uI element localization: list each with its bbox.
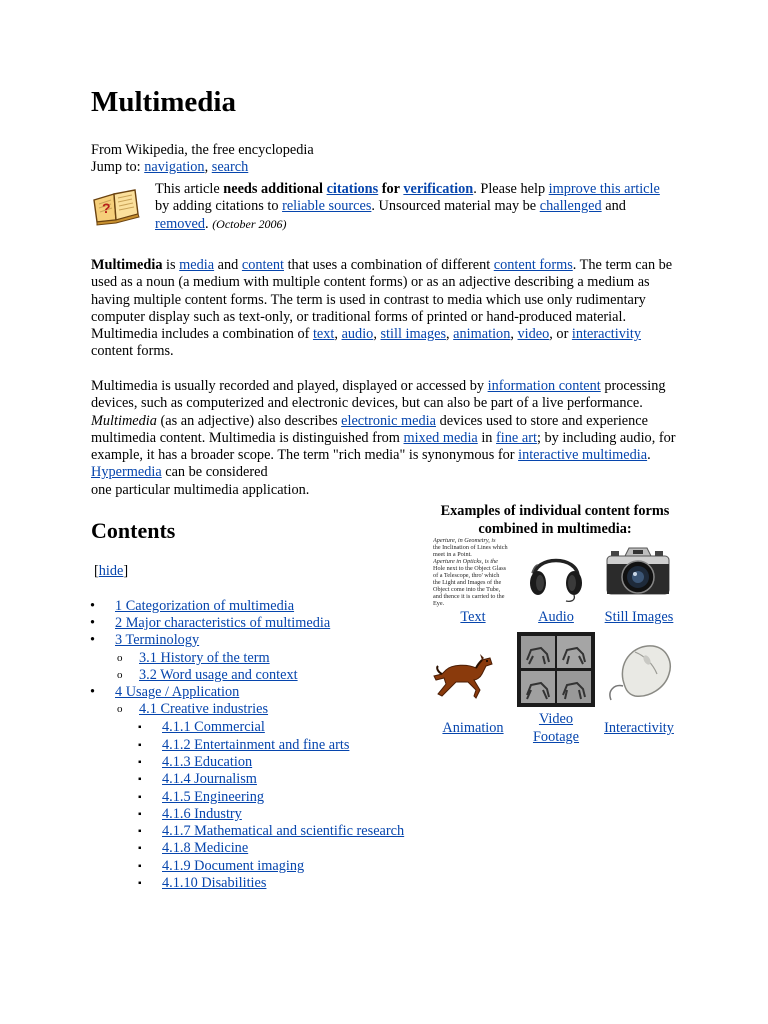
toc-item[interactable] (90, 632, 200, 649)
citations-link[interactable]: citations (326, 181, 379, 197)
computer-mouse-icon (605, 640, 675, 708)
toc-bullet: ▪ (138, 740, 142, 751)
text-sample-line: Hole next to the Object Glass (433, 565, 507, 572)
toc-item[interactable] (138, 806, 242, 823)
toc-item[interactable] (90, 598, 295, 615)
toc-item[interactable] (138, 771, 257, 788)
jump-to-line (91, 159, 248, 176)
gallery-animation-label[interactable]: Animation (442, 720, 504, 736)
usage-text-7: . (647, 447, 651, 464)
reliable-sources-link[interactable]: reliable sources (282, 198, 372, 215)
text-sample-line: and thence it is carried to the (433, 593, 505, 600)
usage-text-9: one particular multimedia application. (91, 481, 310, 498)
toc-item[interactable] (138, 858, 305, 875)
text-sample-line: the Inclination of Lines which (433, 544, 508, 551)
gallery-still-images-label[interactable]: Still Images (604, 609, 674, 625)
improve-article-link[interactable]: improve this article (548, 181, 660, 197)
toc-item[interactable] (138, 719, 265, 736)
notice-for: for (378, 181, 404, 197)
toc-link[interactable]: 4.1.1 Commercial (162, 719, 265, 735)
hide-bracket-open: [ (94, 563, 99, 579)
interactivity-link[interactable]: interactivity (571, 326, 641, 343)
toc-item[interactable] (138, 823, 405, 840)
toc-item[interactable] (117, 667, 298, 684)
video-label-line1: Video (538, 711, 574, 727)
text-sample-line: Object come into the Tube, (433, 586, 501, 593)
toc-link[interactable]: 4.1 Creative industries (139, 701, 269, 717)
toc-bullet: • (90, 632, 96, 648)
text-sample-line: of a Telescope, thro' which (433, 572, 500, 579)
usage-text-3: (as an adjective) also describes (156, 412, 342, 429)
notice-text-6: . (205, 215, 213, 232)
toc-link[interactable]: 4.1.8 Medicine (162, 840, 249, 856)
interactive-multimedia-link[interactable]: interactive multimedia (518, 447, 648, 464)
text-link[interactable]: text (312, 326, 335, 343)
content-forms-link[interactable]: content forms (493, 257, 573, 273)
notice-text-4: . Unsourced material may be (371, 198, 540, 215)
toc-bullet: o (117, 703, 123, 715)
usage-text-4: devices used to store and experience multimedia content. Multimedia is distinguished from (91, 412, 648, 446)
toc-link[interactable]: 4.1.2 Entertainment and fine arts (162, 737, 350, 753)
navigation-link[interactable]: navigation (144, 159, 205, 175)
usage-italic-term: Multimedia (91, 412, 157, 429)
gallery-interactivity-label[interactable]: Interactivity (604, 720, 674, 736)
notice-text-5: and (601, 198, 626, 215)
intro-bold-term: Multimedia (91, 257, 163, 273)
notice-text-3: by adding citations to (155, 198, 283, 215)
toc-bullet: ▪ (138, 826, 142, 837)
toc-link[interactable]: 4 Usage / Application (115, 684, 240, 700)
camera-icon (603, 542, 673, 600)
gallery-audio-label[interactable]: Audio (538, 609, 574, 625)
toc-bullet: ▪ (138, 861, 142, 872)
from-line: From Wikipedia, the free encyclopedia (91, 142, 314, 158)
usage-text-2: processing devices, such as computerized and electronic devices, but can also be part of a live performance. (91, 378, 666, 412)
notice-text-2: . Please help (473, 181, 549, 197)
toc-item[interactable] (90, 615, 331, 632)
headphones-icon (526, 545, 586, 603)
toc-link[interactable]: 4.1.7 Mathematical and scientific research (162, 823, 405, 839)
film-strip-icon (517, 632, 595, 707)
toc-bullet: • (90, 684, 96, 700)
intro-text-2: and (214, 257, 242, 273)
intro-sep-5: , or (549, 326, 572, 343)
toc-link[interactable]: 3.2 Word usage and context (139, 667, 298, 683)
search-link[interactable]: search (211, 159, 249, 175)
toc-bullet: • (90, 598, 96, 614)
hypermedia-link[interactable]: Hypermedia (91, 464, 162, 481)
running-horse-icon (432, 650, 494, 702)
text-sample-line: Aperture in Opticks, is the (433, 558, 498, 565)
electronic-media-link[interactable]: electronic media (341, 412, 436, 429)
toc-bullet: o (117, 652, 123, 664)
intro-text-3: that uses a combination of different (284, 257, 494, 273)
hide-link[interactable]: hide (98, 563, 124, 579)
svg-text:?: ? (102, 200, 111, 216)
jump-separator: , (204, 159, 212, 175)
content-link[interactable]: content (241, 257, 284, 273)
toc-bullet: o (117, 669, 123, 681)
toc-item[interactable] (117, 701, 269, 718)
toc-link[interactable]: 4.1.5 Engineering (162, 789, 265, 805)
usage-text-5: in (477, 429, 497, 446)
toc-bullet: ▪ (138, 809, 142, 820)
toc-bullet: ▪ (138, 792, 142, 803)
text-sample-line: meet in a Point. (433, 551, 472, 558)
gallery-caption: Examples of individual content forms combined in multimedia: (440, 503, 670, 537)
text-sample-line: Aperture, in Geometry, is (433, 537, 496, 544)
video-link[interactable]: video (517, 326, 550, 343)
toc-link[interactable]: 1 Categorization of multimedia (115, 598, 295, 614)
gallery-text-label[interactable]: Text (460, 609, 486, 625)
intro-paragraph (91, 257, 676, 361)
toc-bullet: ▪ (138, 843, 142, 854)
toc-link[interactable]: 4.1.3 Education (162, 754, 253, 770)
toc-hide-toggle (94, 563, 128, 580)
toc-item[interactable] (90, 684, 240, 701)
text-sample-line: the Light and Images of the (433, 579, 502, 586)
toc-item[interactable] (138, 754, 253, 771)
information-content-link[interactable]: information content (487, 378, 601, 394)
toc-item[interactable] (138, 737, 350, 754)
usage-text-6: ; by including audio, for example, it has a broader scope. The term "rich media" is synonymous for (91, 429, 676, 464)
notice-text-1: This article (155, 181, 224, 197)
hide-bracket-close: ] (123, 563, 129, 579)
text-sample-line: Eye. (433, 600, 445, 607)
toc-item[interactable] (117, 650, 270, 667)
animation-link[interactable]: animation (453, 326, 511, 343)
usage-text-1: Multimedia is usually recorded and played, displayed or accessed by (91, 378, 488, 394)
video-label-line2: Footage (532, 728, 580, 745)
toc-bullet: ▪ (138, 774, 142, 785)
removed-link[interactable]: removed (155, 215, 206, 232)
intro-sep-4: , (510, 326, 518, 343)
toc-link[interactable]: 4.1.4 Journalism (162, 771, 257, 787)
intro-sep-2: , (373, 326, 381, 343)
gallery-video-label[interactable] (526, 711, 586, 746)
toc-bullet: • (90, 615, 96, 631)
intro-sep-3: , (446, 326, 454, 343)
toc-link[interactable]: 4.1.9 Document imaging (162, 858, 305, 874)
toc-item[interactable] (138, 789, 265, 806)
toc-link[interactable]: 3 Terminology (115, 632, 200, 648)
toc-item[interactable] (138, 875, 267, 892)
jump-to-prefix: Jump to: (91, 159, 145, 175)
toc-bullet: ▪ (138, 757, 142, 768)
challenged-link[interactable]: challenged (539, 198, 602, 215)
toc-link[interactable]: 4.1.10 Disabilities (162, 875, 267, 891)
contents-heading: Contents (91, 518, 176, 543)
intro-text-4: . The term can be used as a noun (a medium with multiple content forms) or as an adjective describing a medium as having multiple content forms. The term is used in contrast to media which use only rudimentary computer display such as text-only, or traditional forms of printed or hand-produced material. Multimedia includes a combination of (91, 257, 673, 343)
still-images-link[interactable]: still images (380, 326, 447, 343)
toc-link[interactable]: 2 Major characteristics of multimedia (115, 615, 331, 631)
fine-art-link[interactable]: fine art (496, 429, 537, 446)
usage-text-8: can be considered (161, 464, 268, 481)
text-sample-image (433, 537, 517, 607)
verification-link[interactable]: verification (403, 181, 474, 197)
toc-item[interactable] (138, 840, 249, 857)
usage-paragraph (91, 378, 676, 499)
intro-text-1: is (162, 257, 180, 273)
toc-link[interactable]: 3.1 History of the term (139, 650, 270, 666)
toc-link[interactable]: 4.1.6 Industry (162, 806, 242, 822)
notice-date: (October 2006) (212, 216, 287, 231)
intro-sep-1: , (334, 326, 342, 343)
notice-needs-additional: needs additional (223, 181, 327, 197)
open-book-icon (91, 186, 141, 226)
intro-text-5: content forms. (91, 343, 174, 360)
media-link[interactable]: media (179, 257, 215, 273)
page-title: Multimedia (91, 86, 236, 118)
toc-bullet: ▪ (138, 722, 142, 733)
notice-text (155, 181, 675, 233)
audio-link[interactable]: audio (341, 326, 374, 343)
toc-bullet: ▪ (138, 878, 142, 889)
mixed-media-link[interactable]: mixed media (403, 429, 478, 446)
